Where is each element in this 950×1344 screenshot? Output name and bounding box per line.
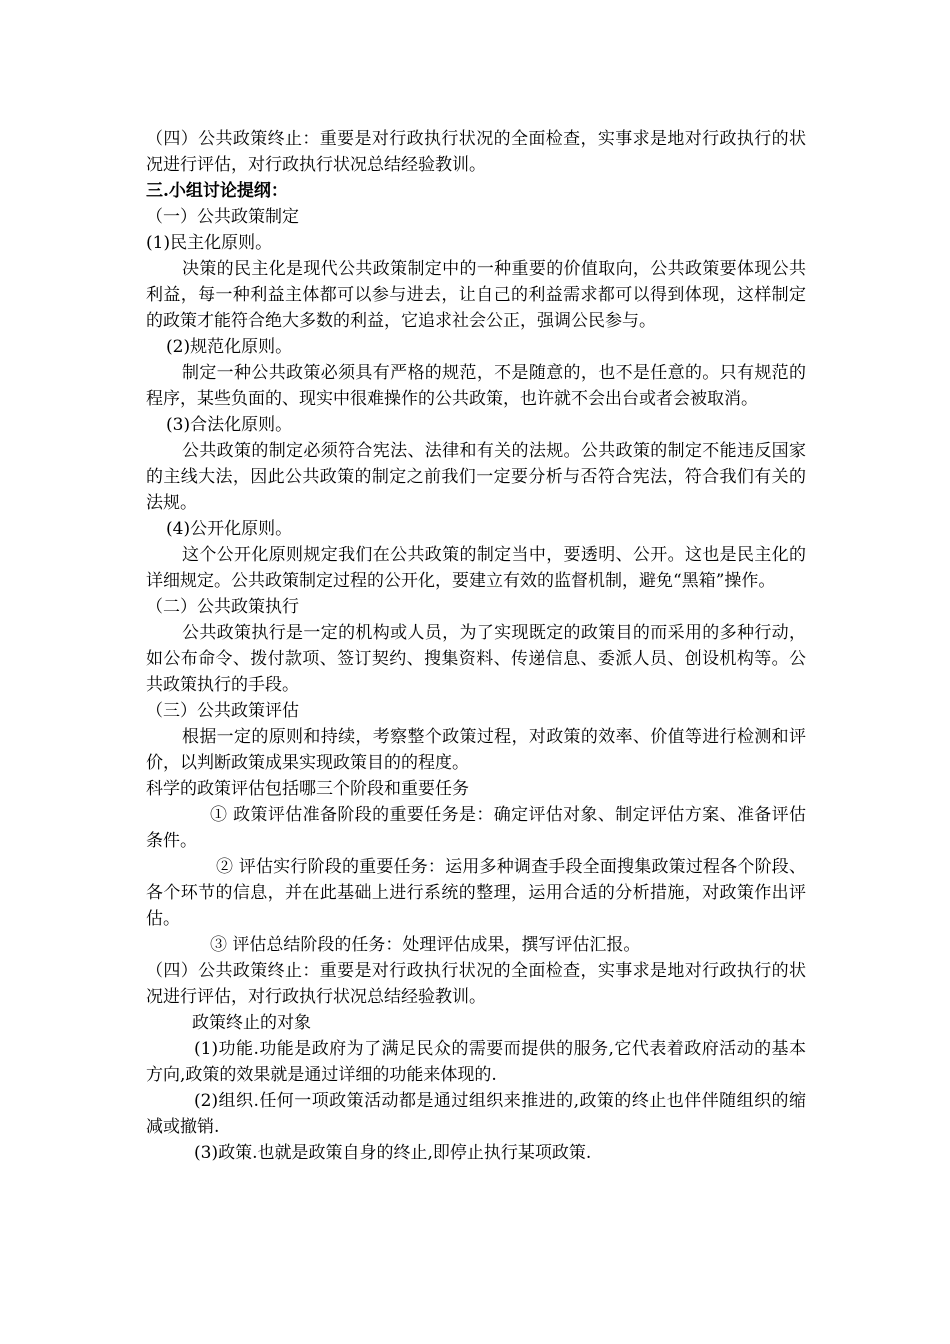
termination-objects-heading: 政策终止的对象: [192, 1013, 311, 1033]
subheading-policy-execution: （二）公共政策执行: [146, 597, 299, 617]
paragraph-termination-summary: （四）公共政策终止：重要是对行政执行状况的全面检查，实事求是地对行政执行的状况进行评估，对行政执行状况总结经验教训。: [146, 129, 806, 175]
evaluation-stage-preparation: ① 政策评估准备阶段的重要任务是：确定评估对象、制定评估方案、准备评估条件。: [146, 805, 806, 851]
paragraph-standardization: 制定一种公共政策必须具有严格的规范，不是随意的，也不是任意的。只有规范的程序，某些负面的、现实中很难操作的公共政策，也许就不会出台或者会被取消。: [146, 363, 806, 409]
principle-legalization: (3)合法化原则。: [166, 415, 293, 435]
termination-object-policy: (3)政策.也就是政策自身的终止,即停止执行某项政策.: [194, 1143, 592, 1163]
principle-openness: (4)公开化原则。: [166, 519, 293, 539]
evaluation-stage-summary: ③ 评估总结阶段的任务：处理评估成果，撰写评估汇报。: [210, 935, 641, 955]
section-heading-discussion-outline: 三.小组讨论提纲：: [146, 181, 288, 201]
paragraph-policy-execution: 公共政策执行是一定的机构或人员，为了实现既定的政策目的而采用的多种行动，如公布命令、拨付款项、签订契约、搜集资料、传递信息、委派人员、创设机构等。公共政策执行的手段。: [146, 623, 806, 695]
evaluation-stages-question: 科学的政策评估包括哪三个阶段和重要任务: [146, 779, 469, 799]
subheading-policy-making: （一）公共政策制定: [146, 207, 299, 227]
principle-standardization: (2)规范化原则。: [166, 337, 293, 357]
paragraph-democratization: 决策的民主化是现代公共政策制定中的一种重要的价值取向，公共政策要体现公共利益，每一种利益主体都可以参与进去，让自己的利益需求都可以得到体现，这样制定的政策才能符合绝大多数的利益，它追求社会公正，强调公民参与。: [146, 259, 806, 331]
subheading-policy-evaluation: （三）公共政策评估: [146, 701, 299, 721]
paragraph-legalization: 公共政策的制定必须符合宪法、法律和有关的法规。公共政策的制定不能违反国家的主线大法，因此公共政策的制定之前我们一定要分析与否符合宪法，符合我们有关的法规。: [146, 441, 806, 513]
principle-democratization: (1)民主化原则。: [146, 233, 273, 253]
paragraph-policy-termination: （四）公共政策终止：重要是对行政执行状况的全面检查，实事求是地对行政执行的状况进行评估，对行政执行状况总结经验教训。: [146, 961, 806, 1007]
paragraph-openness: 这个公开化原则规定我们在公共政策的制定当中，要透明、公开。这也是民主化的详细规定。公共政策制定过程的公开化，要建立有效的监督机制，避免“黑箱”操作。: [146, 545, 806, 591]
evaluation-stage-implementation: ② 评估实行阶段的重要任务：运用多种调查手段全面搜集政策过程各个阶段、各个环节的信息，并在此基础上进行系统的整理，运用合适的分析措施，对政策作出评估。: [146, 857, 806, 929]
termination-object-function: (1)功能.功能是政府为了满足民众的需要而提供的服务,它代表着政府活动的基本方向,政策的效果就是通过详细的功能来体现的.: [146, 1039, 806, 1085]
paragraph-policy-evaluation: 根据一定的原则和持续，考察整个政策过程，对政策的效率、价值等进行检测和评价，以判断政策成果实现政策目的的程度。: [146, 727, 806, 773]
document-body: [146, 126, 806, 1166]
termination-object-organization: (2)组织.任何一项政策活动都是通过组织来推进的,政策的终止也伴伴随组织的缩减或撤销.: [146, 1091, 806, 1137]
